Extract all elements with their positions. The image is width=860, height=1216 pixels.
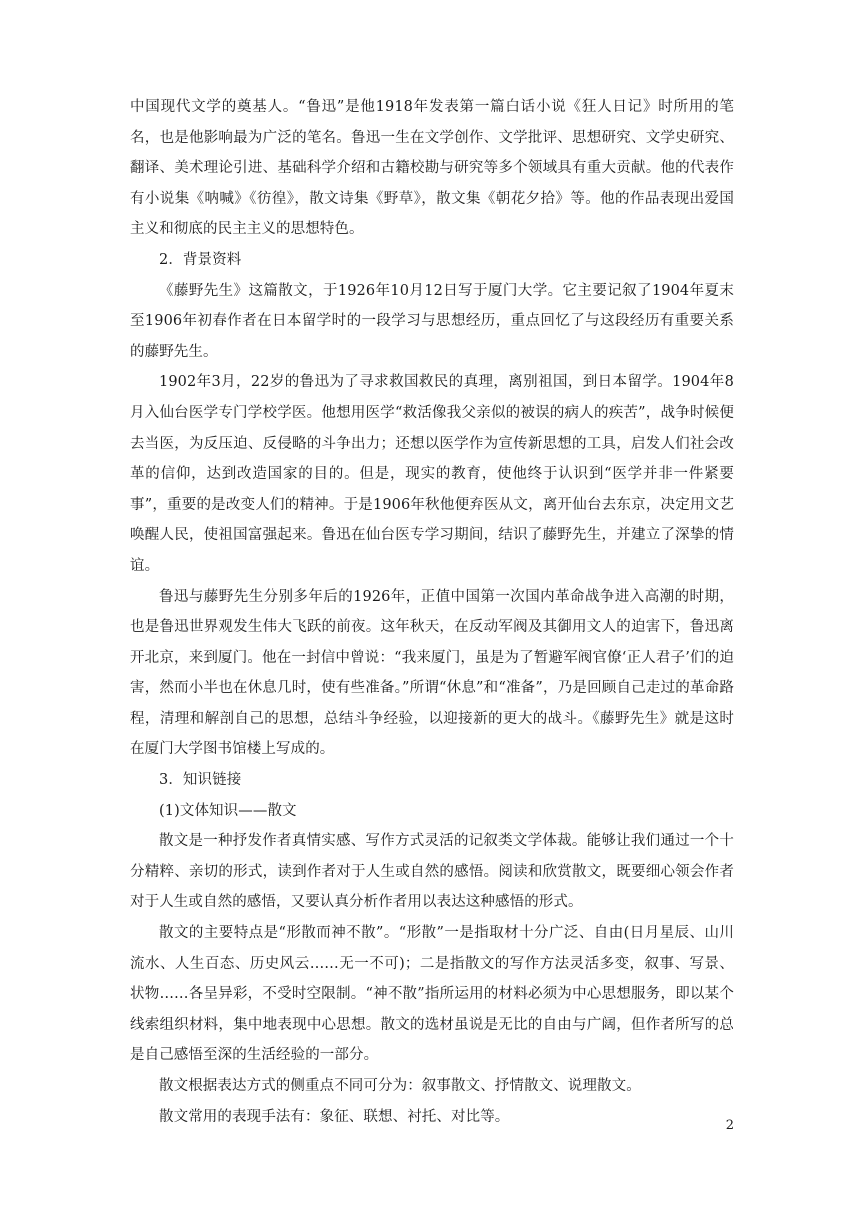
paragraph-background-3: 鲁迅与藤野先生分别多年后的1926年，正值中国第一次国内革命战争进入高潮的时期，也是鲁迅世界观发生伟大飞跃的前夜。这年秋天，在反动军阀及其御用文人的迫害下，鲁迅离开北京，来到厦门。他在一封信中曾说：“我来厦门，虽是为了暂避军阀官僚‘正人君子’们的迫害，然而小半也在休息几时，使有些准备。”所谓“休息”和“准备”，乃是回顾自己走过的革命路程，清理和解剖自己的思想，总结斗争经验，以迎接新的更大的战斗。《藤野先生》就是这时在厦门大学图书馆楼上写成的。 [130,588,734,758]
paragraph-prose-techniques: 散文常用的表现手法有：象征、联想、衬托、对比等。 [159,1108,510,1125]
paragraph-prose-definition: 散文是一种抒发作者真情实感、写作方式灵活的记叙类文学体裁。能够让我们通过一个十分精粹、亲切的形式，读到作者对于人生或自然的感悟。阅读和欣赏散文，既要细心领会作者对于人生或自然的感悟，又要认真分析作者用以表达这种感悟的形式。 [130,833,734,911]
paragraph-prose-features: 散文的主要特点是“形散而神不散”。“形散”一是指取材十分广泛、自由(日月星辰、山川流水、人生百态、历史风云……无一不可)；二是指散文的写作方法灵活多变，叙事、写景、状物……各呈异彩，不受时空限制。“神不散”指所运用的材料必须为中心思想服务，即以某个线索组织材料，集中地表现中心思想。散文的选材虽说是无比的自由与广阔，但作者所写的总是自己感悟至深的生活经验的一部分。 [130,925,734,1064]
paragraph-background-2: 1902年3月，22岁的鲁迅为了寻求救国救民的真理，离别祖国，到日本留学。1904年8月入仙台医学专门学校学医。他想用医学“救活像我父亲似的被误的病人的疾苦”，战争时候便去当医，为反压迫、反侵略的斗争出力；还想以医学作为宣传新思想的工具，启发人们社会改革的信仰，达到改造国家的目的。但是，现实的教育，使他终于认识到“医学并非一件紧要事”，重要的是改变人们的精神。于是1906年秋他便弃医从文，离开仙台去东京，决定用文艺唤醒人民，使祖国富强起来。鲁迅在仙台医专学习期间，结识了藤野先生，并建立了深挚的情谊。 [130,374,734,574]
paragraph-background-1: 《藤野先生》这篇散文，于1926年10月12日写于厦门大学。它主要记叙了1904年夏末至1906年初春作者在日本留学时的一段学习与思想经历，重点回忆了与这段经历有重要关系的藤野先生。 [130,282,734,360]
paragraph-author-intro: 中国现代文学的奠基人。“鲁迅”是他1918年发表第一篇白话小说《狂人日记》时所用的笔名，也是他影响最为广泛的笔名。鲁迅一生在文学创作、文学批评、思想研究、文学史研究、翻译、美术理论引进、基础科学介绍和古籍校勘与研究等多个领域具有重大贡献。他的代表作有小说集《呐喊》《彷徨》，散文诗集《野草》，散文集《朝花夕拾》等。他的作品表现出爱国主义和彻底的民主主义的思想特色。 [130,99,734,238]
document-page [130,92,734,1132]
subheading-genre-prose: (1)文体知识——散文 [159,802,297,819]
heading-background: 2．背景资料 [159,251,242,268]
page-number: 2 [725,1118,734,1133]
heading-knowledge-link: 3．知识链接 [159,772,242,789]
paragraph-prose-types: 散文根据表达方式的侧重点不同可分为：叙事散文、抒情散文、说理散文。 [159,1078,641,1094]
